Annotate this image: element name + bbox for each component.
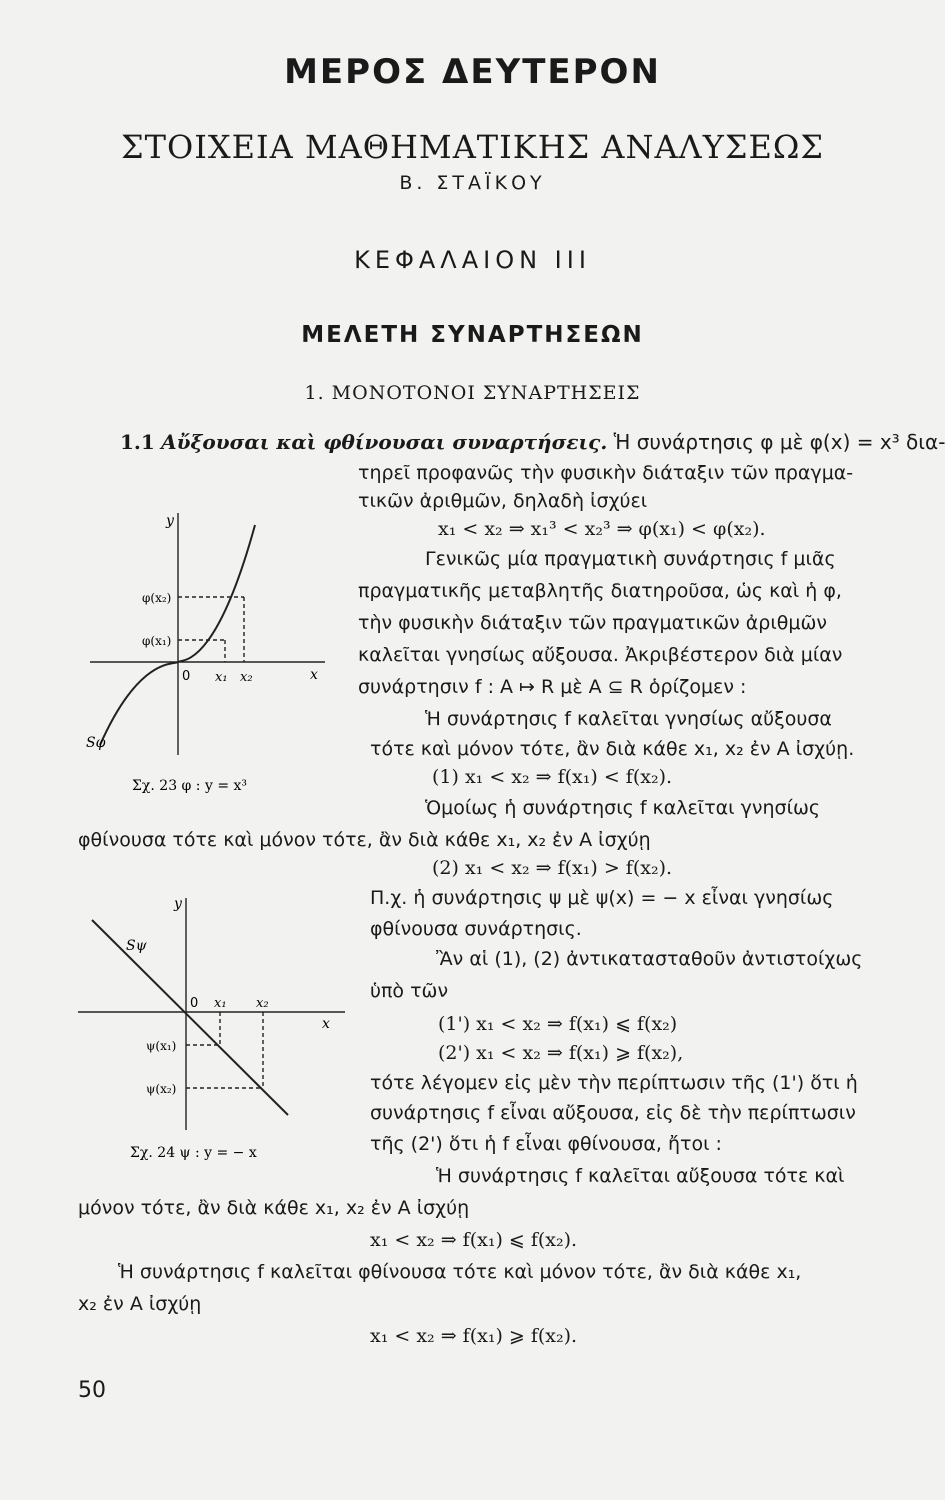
y-label: y — [174, 896, 182, 912]
body-line: τότε λέγομεν εἰς μὲν τὴν περίπτωσιν τῆς (1') ὅτι ἡ — [370, 1072, 858, 1094]
origin-label: 0 — [190, 996, 199, 1011]
body-line: συνάρτησις f εἶναι αὔξουσα, εἰς δὲ τὴν περίπτωσιν — [370, 1102, 856, 1124]
body-line: ὑπὸ τῶν — [370, 980, 449, 1002]
chapter-label: ΚΕΦΑΛΑΙΟΝ III — [354, 246, 591, 274]
graph-label: Sφ — [86, 735, 106, 751]
formula-line: (2) x₁ < x₂ ⇒ f(x₁) > f(x₂). — [432, 857, 673, 879]
body-line: x₂ ἐν A ἰσχύῃ — [78, 1293, 202, 1315]
subsection-title: Αὔξουσαι καὶ φθίνουσαι συναρτήσεις. — [161, 430, 608, 454]
body-line: φθίνουσα συνάρτησις. — [370, 918, 582, 940]
formula-line: (2') x₁ < x₂ ⇒ f(x₁) ⩾ f(x₂), — [438, 1042, 684, 1064]
body-line: συνάρτησιν f : A ↦ R μὲ A ⊆ R ὁρίζομεν : — [358, 676, 747, 698]
formula-line: x₁ < x₂ ⇒ f(x₁) ⩾ f(x₂). — [370, 1325, 578, 1347]
formula-line: (1) x₁ < x₂ ⇒ f(x₁) < f(x₂). — [432, 766, 673, 788]
decreasing-line — [92, 920, 288, 1115]
phi-x1-label: φ(x₁) — [142, 634, 172, 648]
subsection-intro: Ἡ συνάρτησις φ μὲ φ(x) = x³ δια- — [613, 430, 945, 454]
figure-linear — [70, 890, 355, 1175]
body-line: Ἡ συνάρτησις f καλεῖται γνησίως αὔξουσα — [425, 708, 832, 730]
subsection-heading — [120, 430, 945, 454]
page-number: 50 — [78, 1378, 106, 1403]
formula-line: x₁ < x₂ ⇒ f(x₁) ⩽ f(x₂). — [370, 1229, 578, 1251]
x-label: x — [322, 1016, 330, 1032]
psi-x1-label: ψ(x₁) — [146, 1039, 177, 1053]
x1-label: x₁ — [215, 670, 228, 685]
formula-line: (1') x₁ < x₂ ⇒ f(x₁) ⩽ f(x₂) — [438, 1013, 678, 1035]
body-line: Ὁμοίως ἡ συνάρτησις f καλεῖται γνησίως — [425, 797, 821, 819]
author: Β. ΣΤΑΪΚΟΥ — [399, 172, 546, 194]
body-line: τῆς (2') ὅτι ἡ f εἶναι φθίνουσα, ἤτοι : — [370, 1133, 722, 1155]
body-line: τηρεῖ προφανῶς τὴν φυσικὴν διάταξιν τῶν πραγμα- — [358, 462, 854, 484]
x1-label: x₁ — [214, 996, 227, 1011]
body-line: Ἡ συνάρτησις f καλεῖται αὔξουσα τότε καὶ — [436, 1165, 845, 1187]
subsection-number: 1.1 — [120, 430, 155, 454]
part-title: ΜΕΡΟΣ ΔΕΥΤΕΡΟΝ — [284, 52, 661, 92]
body-line: Π.χ. ἡ συνάρτησις ψ μὲ ψ(x) = − x εἶναι γνησίως — [370, 887, 834, 909]
body-line: τότε καὶ μόνον τότε, ἂν διὰ κάθε x₁, x₂ ἐν A ἰσχύῃ. — [370, 738, 855, 760]
x2-label: x₂ — [256, 996, 269, 1011]
origin-label: 0 — [182, 669, 191, 684]
chapter-title: ΜΕΛΕΤΗ ΣΥΝΑΡΤΗΣΕΩΝ — [301, 322, 644, 348]
y-label: y — [166, 513, 174, 529]
figure-caption: Σχ. 23 φ : y = x³ — [132, 778, 248, 794]
figure-cubic — [70, 505, 345, 805]
x-label: x — [310, 667, 318, 683]
formula-line: x₁ < x₂ ⇒ x₁³ < x₂³ ⇒ φ(x₁) < φ(x₂). — [438, 518, 766, 540]
phi-x2-label: φ(x₂) — [142, 591, 172, 605]
body-line: πραγματικῆς μεταβλητῆς διατηροῦσα, ὡς καὶ ἡ φ, — [358, 580, 842, 602]
psi-x2-label: ψ(x₂) — [146, 1082, 177, 1096]
section-heading: 1. ΜΟΝΟΤΟΝΟΙ ΣΥΝΑΡΤΗΣΕΙΣ — [304, 382, 641, 404]
body-line: Ἡ συνάρτησις f καλεῖται φθίνουσα τότε καὶ μόνον τότε, ἂν διὰ κάθε x₁, — [118, 1261, 802, 1283]
body-line: Ἂν αἱ (1), (2) ἀντικατασταθοῦν ἀντιστοίχως — [436, 948, 863, 970]
series-title: ΣΤΟΙΧΕΙΑ ΜΑΘΗΜΑΤΙΚΗΣ ΑΝΑΛΥΣΕΩΣ — [121, 128, 824, 166]
body-line: φθίνουσα τότε καὶ μόνον τότε, ἂν διὰ κάθε x₁, x₂ ἐν A ἰσχύῃ — [78, 829, 651, 851]
body-line: καλεῖται γνησίως αὔξουσα. Ἀκριβέστερον διὰ μίαν — [358, 644, 843, 666]
graph-label: Sψ — [126, 938, 147, 954]
figure-caption: Σχ. 24 ψ : y = − x — [130, 1145, 257, 1161]
body-line: Γενικῶς μία πραγματικὴ συνάρτησις f μιᾶς — [425, 548, 836, 570]
body-line: μόνον τότε, ἂν διὰ κάθε x₁, x₂ ἐν A ἰσχύῃ — [78, 1197, 470, 1219]
body-line: τὴν φυσικὴν διάταξιν τῶν πραγματικῶν ἀριθμῶν — [358, 612, 828, 634]
x2-label: x₂ — [240, 670, 253, 685]
body-line: τικῶν ἀριθμῶν, δηλαδὴ ἰσχύει — [358, 490, 648, 512]
